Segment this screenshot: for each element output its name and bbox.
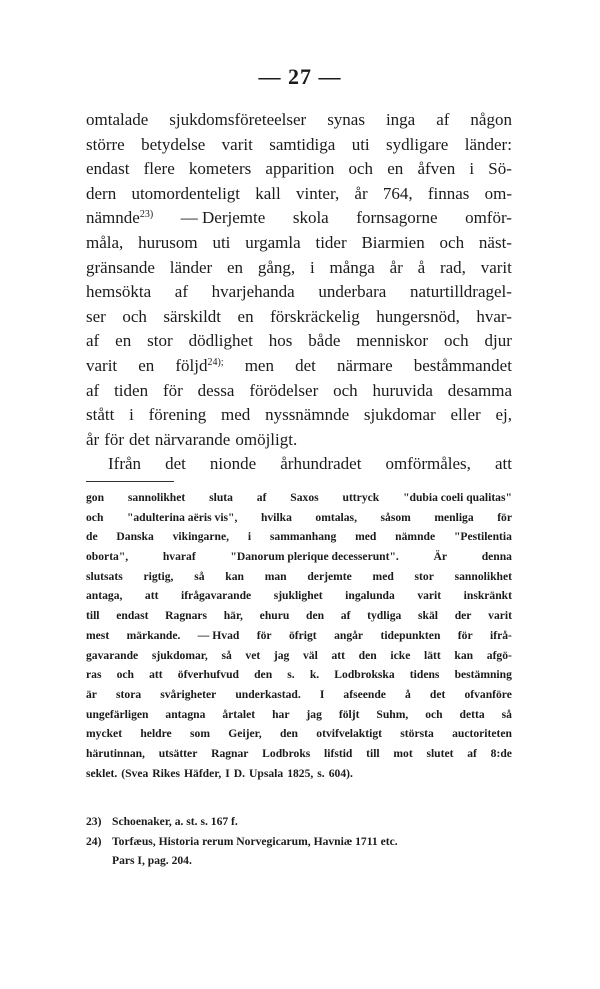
word: ofvanföre — [464, 687, 512, 701]
word: den — [358, 648, 377, 662]
word: Rikes — [152, 766, 180, 780]
word: skola — [292, 208, 329, 228]
word: kan — [454, 648, 474, 662]
footnote-line — [86, 508, 512, 528]
word: omtalas, — [315, 510, 357, 524]
word: gavarande — [86, 648, 139, 662]
word: tydliga — [367, 609, 402, 623]
word: "dubia coeli qualitas" — [403, 491, 512, 504]
word: rad, — [439, 257, 466, 277]
word: men — [244, 355, 274, 375]
word: gång, — [257, 257, 296, 277]
word: Ragnar — [211, 746, 249, 760]
word: antagna — [165, 707, 206, 721]
word: att — [331, 648, 346, 662]
word: större — [86, 134, 125, 154]
word: för — [457, 628, 473, 642]
word: länder: — [464, 134, 512, 154]
word: mot — [393, 746, 413, 760]
word: af — [256, 491, 267, 504]
word: stått — [86, 405, 115, 425]
word: särskildt — [163, 306, 222, 326]
word: hvaraf — [162, 550, 196, 564]
word: omför- — [465, 208, 512, 228]
word: kometers — [188, 159, 252, 179]
word: uti — [212, 232, 231, 252]
word: uti — [351, 134, 370, 154]
word: s. — [317, 766, 325, 780]
word: å — [405, 687, 411, 701]
word: menliga — [434, 510, 474, 524]
word: k. — [309, 668, 320, 682]
word: näst- — [478, 232, 512, 252]
word: den — [306, 609, 325, 623]
word: Lodbroks — [262, 746, 311, 760]
footnote-line — [86, 567, 512, 587]
word: ifrågavarande — [180, 589, 252, 603]
word: är — [86, 687, 97, 701]
word: omförmåles, — [385, 454, 471, 474]
word: endast — [86, 159, 130, 179]
word: i — [129, 405, 134, 425]
word: och — [348, 159, 374, 179]
word: varit — [221, 134, 253, 154]
word: omtalade — [86, 110, 149, 129]
word: ras — [86, 668, 102, 682]
word: hvilka — [260, 510, 292, 524]
word: en — [237, 306, 254, 326]
word: och — [439, 232, 465, 252]
footnote-number: 23) — [86, 815, 102, 828]
word: som — [190, 727, 210, 741]
word: väl — [303, 648, 318, 662]
word: här, — [223, 609, 243, 623]
word: eller — [450, 405, 481, 425]
word: varit — [488, 609, 512, 623]
text-line — [86, 428, 512, 453]
footnote-continuation-line: Pars I, pag. 204. — [112, 854, 192, 868]
word: kan — [225, 569, 244, 583]
footnote-line — [86, 606, 512, 626]
word: underkastad. — [235, 687, 301, 701]
word: tidepunkten — [380, 628, 441, 642]
word: af — [436, 110, 450, 129]
word: gränsande — [86, 257, 155, 277]
footnote-ref: 24); — [207, 356, 224, 368]
word: nämnde$^{23)}$ — [86, 208, 154, 228]
word: I — [319, 687, 325, 701]
word: och — [116, 668, 134, 682]
word: följt — [338, 707, 360, 721]
word: härutinnan, — [86, 746, 145, 760]
word: varit — [86, 355, 118, 375]
word: stora — [116, 687, 142, 701]
word: dern — [86, 183, 117, 203]
word: I — [225, 766, 230, 780]
word: dessa — [197, 380, 235, 400]
word: många — [329, 257, 375, 277]
word: afseende — [343, 687, 386, 701]
word: hungersnöd, — [376, 306, 460, 326]
word: stor — [414, 569, 434, 583]
footnote-ref: 23) — [139, 209, 154, 221]
word: sjukdomar — [363, 405, 436, 425]
word: D. — [233, 766, 246, 780]
word: inga — [385, 110, 416, 129]
word: både — [308, 331, 341, 351]
word: århundradet — [280, 454, 362, 474]
word: hurusom — [138, 232, 198, 252]
word: slutsats — [86, 569, 123, 583]
word: år — [354, 183, 368, 203]
footnote-line — [86, 724, 512, 744]
text-line — [86, 206, 512, 231]
word: så — [194, 569, 205, 583]
word: förödelser — [249, 380, 319, 400]
word: rigtig, — [143, 569, 174, 583]
word: den — [279, 727, 298, 741]
word: öfrigt — [288, 628, 317, 642]
word: sluta — [209, 491, 233, 504]
word: och — [425, 707, 443, 721]
word: en — [227, 257, 244, 277]
page-number: — 27 — — [258, 64, 342, 89]
word: hvar- — [476, 306, 512, 326]
word: och — [86, 510, 104, 524]
word: ehuru — [259, 609, 290, 623]
text-line — [86, 256, 512, 281]
word: så — [221, 648, 232, 662]
text-line — [86, 452, 512, 477]
text-line — [86, 108, 512, 133]
footnote-continuation — [86, 488, 512, 783]
word: om- — [484, 183, 512, 203]
text-line — [86, 403, 512, 428]
word: endast — [116, 609, 149, 623]
word: angår — [334, 628, 364, 642]
word: Ifrån — [108, 454, 142, 474]
word: 764, — [382, 183, 413, 203]
word: Häfder, — [184, 766, 222, 780]
word: 604). — [328, 766, 353, 780]
word: och — [333, 380, 358, 400]
word: huruvida — [372, 380, 433, 400]
word: måla, — [86, 232, 124, 252]
word: synas — [327, 110, 365, 129]
word: öfverhufvud — [177, 668, 239, 682]
word: inskränkt — [463, 589, 512, 603]
word: apparition — [265, 159, 335, 179]
word: åfven — [417, 159, 456, 179]
word: årtalet — [222, 707, 256, 721]
word: omöjligt. — [235, 429, 298, 449]
word: finnas — [427, 183, 470, 203]
word: man — [264, 569, 287, 583]
word: afgö- — [486, 648, 512, 662]
word: det — [429, 687, 446, 701]
word: otvifvelaktigt — [316, 727, 382, 741]
word: slutet — [426, 746, 454, 760]
footnote-line — [86, 685, 512, 705]
word: vet — [245, 648, 261, 662]
word: hvarjehanda — [211, 282, 295, 302]
word: till — [366, 746, 380, 760]
footnote-line — [86, 705, 512, 725]
word: år — [86, 429, 100, 449]
footnote-text: Torfæus, Historia rerum Norvegicarum, Havniæ 1711 etc. — [112, 834, 398, 848]
word: kall — [255, 183, 281, 203]
footnote-line — [86, 744, 512, 764]
word: seklet. — [86, 766, 118, 780]
word: af — [86, 380, 100, 400]
footnote-line — [86, 626, 512, 646]
word: att — [494, 454, 512, 474]
word: (Svea — [121, 766, 149, 780]
word: för — [497, 510, 512, 524]
footnote-line — [86, 764, 512, 784]
word: desamma — [447, 380, 512, 400]
word: 1825, — [287, 766, 314, 780]
word: der — [454, 609, 472, 623]
word: heldre — [140, 727, 172, 741]
word: — Derjemte — [180, 208, 266, 228]
word: samtidiga — [269, 134, 336, 154]
word: förskräckelig — [270, 306, 360, 326]
text-line — [86, 280, 512, 305]
word: någon — [470, 110, 512, 129]
word: auctoriteten — [452, 727, 512, 741]
word: naturtilldragel- — [409, 282, 512, 302]
word: urgamla — [245, 232, 301, 252]
word: utomordenteligt — [131, 183, 241, 203]
word: oborta", — [86, 550, 129, 564]
word: största — [400, 727, 434, 741]
footnote-24 — [86, 832, 512, 852]
word: nämnde — [395, 530, 436, 544]
word: märkande. — [126, 628, 181, 642]
footnote-line — [86, 527, 512, 547]
word: tiden — [114, 380, 149, 400]
word: lifstid — [324, 746, 353, 760]
word: Upsala — [249, 766, 284, 780]
word: Suhm, — [376, 707, 409, 721]
text-line — [86, 354, 512, 379]
word: dödlighet — [188, 331, 253, 351]
word: en — [115, 331, 132, 351]
word: ser — [86, 306, 106, 326]
footnote-number: 24) — [86, 834, 102, 848]
word: nionde — [209, 454, 257, 474]
text-line — [86, 133, 512, 158]
word: nyssnämnde — [265, 405, 350, 425]
word: s. — [287, 668, 295, 682]
word: närvarande — [154, 429, 231, 449]
word: jag — [306, 707, 322, 721]
word: utsätter — [158, 746, 198, 760]
word: mest — [86, 628, 110, 642]
text-line — [86, 305, 512, 330]
word: Danska — [116, 530, 154, 544]
word: det — [129, 429, 150, 449]
word: Geijer, — [228, 727, 262, 741]
word: gon — [86, 491, 105, 504]
word: 8:de — [490, 746, 512, 760]
word: sannolikhet — [127, 491, 186, 504]
word: Lodbrokska — [334, 668, 395, 682]
word: tider — [315, 232, 347, 252]
word: svårigheter — [160, 687, 217, 701]
word: med — [355, 530, 377, 544]
word: det — [295, 355, 316, 375]
word: vikingarne, — [172, 530, 229, 544]
footnote-line — [86, 547, 512, 567]
word: derjemte — [307, 569, 352, 583]
word: förening — [148, 405, 207, 425]
word: ingalunda — [345, 589, 395, 603]
word: Sö- — [488, 159, 512, 179]
text-line — [86, 157, 512, 182]
word: bestämning — [454, 668, 512, 682]
word: den — [254, 668, 273, 682]
word: af — [340, 609, 351, 623]
word: skäl — [418, 609, 438, 623]
word: "Pestilentia — [453, 530, 512, 544]
word: detta — [459, 707, 485, 721]
word: i — [247, 530, 252, 544]
word: för — [162, 380, 183, 400]
word: "Danorum plerique decesserunt". — [230, 550, 399, 564]
word: en — [138, 355, 155, 375]
word: Är — [433, 550, 448, 564]
word: af — [86, 331, 100, 351]
text-line — [86, 379, 512, 404]
word: icke — [390, 648, 411, 662]
word: hos — [268, 331, 293, 351]
word: af — [174, 282, 189, 302]
word: varit — [417, 589, 442, 603]
footnote-text: Schoenaker, a. st. s. 167 f. — [112, 815, 238, 828]
text-line — [86, 329, 512, 354]
footnote-line — [86, 665, 512, 685]
word: lätt — [424, 648, 441, 662]
word: följd$^{24);}$ — [175, 355, 224, 375]
footnote-line — [86, 488, 512, 508]
word: med — [221, 405, 251, 425]
word: ej, — [495, 405, 512, 425]
word: jag — [273, 648, 290, 662]
word: Saxos — [290, 491, 319, 504]
footnote-line — [86, 586, 512, 606]
word: så — [501, 707, 512, 721]
word: i — [309, 257, 315, 277]
word: af — [467, 746, 477, 760]
word: för — [256, 628, 272, 642]
word: till — [86, 609, 100, 623]
word: de — [86, 530, 98, 544]
word: beståmmandet — [413, 355, 512, 375]
word: såsom — [380, 510, 411, 524]
word: varit — [480, 257, 512, 277]
footnote-line — [86, 646, 512, 666]
word: "adulterina aëris vis", — [126, 510, 238, 524]
word: flere — [143, 159, 175, 179]
word: sjuklighet — [273, 589, 323, 603]
footnote-23 — [86, 812, 512, 832]
word: antaga, — [86, 589, 123, 603]
word: hemsökta — [86, 282, 152, 302]
word: uttryck — [342, 491, 380, 504]
word: och — [122, 306, 147, 326]
word: — Hvad — [197, 628, 240, 642]
word: fornsagorne — [356, 208, 438, 228]
word: att — [149, 668, 163, 682]
word: denna — [481, 550, 512, 564]
word: för — [104, 429, 125, 449]
word: sydligare — [386, 134, 449, 154]
word: ungefärligen — [86, 707, 149, 721]
word: det — [165, 454, 186, 474]
word: sjukdomsföreteelser — [169, 110, 307, 129]
word: tidens — [409, 668, 440, 682]
word: länder — [169, 257, 213, 277]
numbered-footnotes — [86, 812, 512, 871]
word: och — [444, 331, 469, 351]
word: underbara — [318, 282, 387, 302]
word: mycket — [86, 727, 123, 741]
word: menniskor — [356, 331, 429, 351]
word: att — [144, 589, 159, 603]
footnote-divider — [86, 481, 174, 482]
word: sjukdomar, — [151, 648, 208, 662]
word: en — [387, 159, 404, 179]
word: har — [272, 707, 290, 721]
text-line — [86, 231, 512, 256]
text-line — [86, 182, 512, 207]
word: Biarmien — [361, 232, 425, 252]
word: betydelse — [141, 134, 206, 154]
word: vinter, — [295, 183, 340, 203]
word: stor — [147, 331, 173, 351]
word: sannolikhet — [454, 569, 512, 583]
word: år — [389, 257, 403, 277]
word: i — [469, 159, 475, 179]
word: ifrå- — [490, 628, 512, 642]
word: Ragnars — [165, 609, 208, 623]
word: sammanhang — [269, 530, 337, 544]
word: å — [417, 257, 426, 277]
word: djur — [484, 331, 512, 351]
word: närmare — [336, 355, 393, 375]
word: med — [372, 569, 394, 583]
main-text — [86, 108, 512, 477]
